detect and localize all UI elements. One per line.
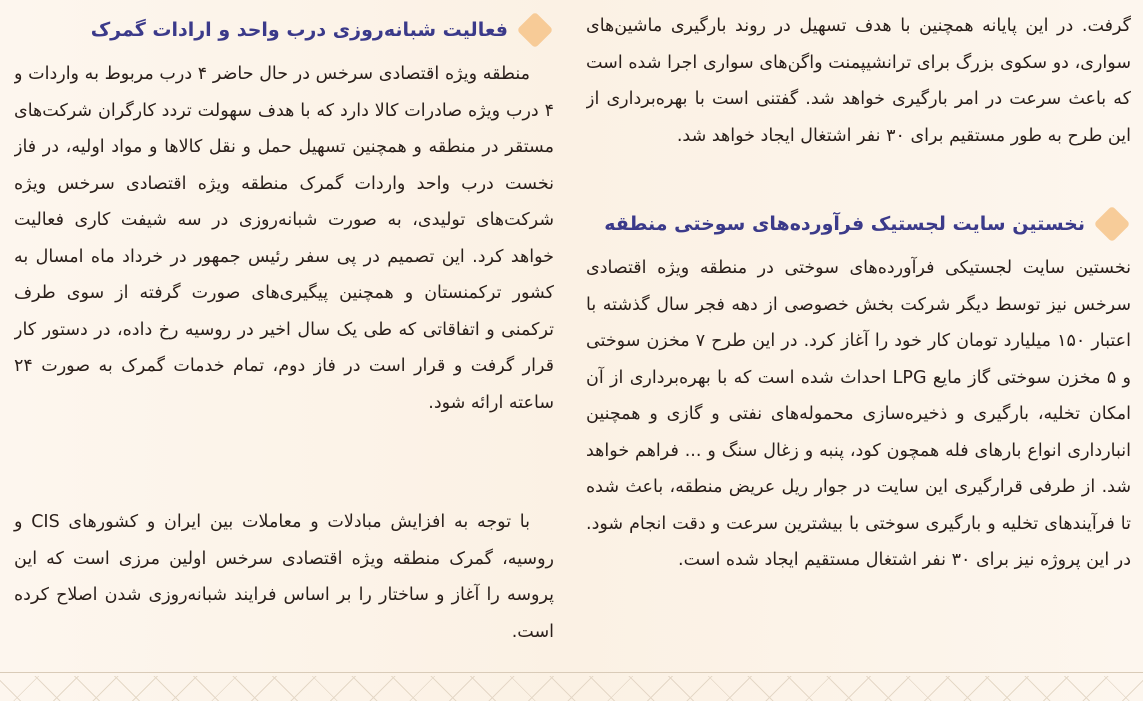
customs-paragraph-2: با توجه به افزایش مبادلات و معاملات بین ایران و کشورهای CIS و روسیه، گمرک منطقه ویژه اقتصادی سرخس اولین مرزی است که این پروسه را آغاز و ساختار را بر اساس فرایند شبانه‌روزی شدن اصلاح کرده است. — [14, 512, 554, 642]
bottom-divider — [0, 672, 1143, 673]
left-column — [14, 8, 554, 660]
fuel-logistics-paragraph: نخستین سایت لجستیکی فرآورده‌های سوختی در منطقه ویژه اقتصادی سرخس نیز توسط دیگر شرکت بخش خصوصی از دهه فجر سال گذشته با اعتبار ۱۵۰ میلیارد تومان کار خود را آغاز کرد. در این طرح ۷ مخزن سوختی و ۵ مخزن سوختی گاز مایع LPG احداث شده است که با بهره‌برداری از آن امکان تخلیه، بارگیری و ذخیره‌سازی محموله‌های نفتی و گازی و همچنین انبارداری انواع بارهای فله همچون کود، پنبه و زغال سنگ و ... فراهم خواهد شد. از طرفی قرارگیری این سایت در جوار ریل عریض منطقه، باعث شده تا فرآیندهای تخلیه و بارگیری سوختی با بیشترین سرعت و دقت انجام شود. در این پروژه نیز برای ۳۰ نفر اشتغال مستقیم ایجاد شده است. — [586, 258, 1131, 570]
section-heading-fuel-logistics — [586, 202, 1131, 246]
section-heading-customs — [14, 8, 554, 52]
section-title-fuel-logistics: نخستین سایت لجستیک فرآورده‌های سوختی منطقه — [604, 213, 1085, 235]
right-column — [586, 8, 1131, 665]
right-continuation-paragraph: گرفت. در این پایانه همچنین با هدف تسهیل در روند بارگیری ماشین‌های سواری، دو سکوی بزرگ برای ترانشیپمنت واگن‌های سواری اجرا شده است که باعث سرعت در امر بارگیری خواهد شد. گفتنی است با بهره‌برداری از این طرح به طور مستقیم برای ۳۰ نفر اشتغال ایجاد خواهد شد. — [586, 16, 1131, 146]
diamond-bullet-icon — [1094, 206, 1131, 243]
section-title-customs: فعالیت شبانه‌روزی درب واحد و ارادات گمرک — [90, 19, 508, 41]
customs-paragraph-1: منطقه ویژه اقتصادی سرخس در حال حاضر ۴ درب مربوط به واردات و ۴ درب ویژه صادرات کالا دارد که با هدف سهولت تردد کارگران شرکت‌های مستقر در منطقه و همچنین تسهیل حمل و نقل کالاها و مواد اولیه، در فاز نخست درب واحد واردات گمرک منطقه ویژه اقتصادی سرخس ویژه شرکت‌های تولیدی، به صورت شبانه‌روزی در سه شیفت کاری فعالیت خواهد کرد. این تصمیم در پی سفر رئیس جمهور در خرداد ماه امسال به کشور ترکمنستان و همچنین پیگیری‌های صورت گرفته از سوی طرف ترکمنی و اتفاقاتی که طی یک سال اخیر در روسیه رخ داده، در دستور کار قرار گرفت و قرار است در فاز دوم، تمام خدمات گمرک به صورت ۲۴ ساعته ارائه شود. — [14, 64, 554, 413]
diamond-bullet-icon — [517, 12, 554, 49]
decorative-pattern-band — [0, 676, 1143, 701]
